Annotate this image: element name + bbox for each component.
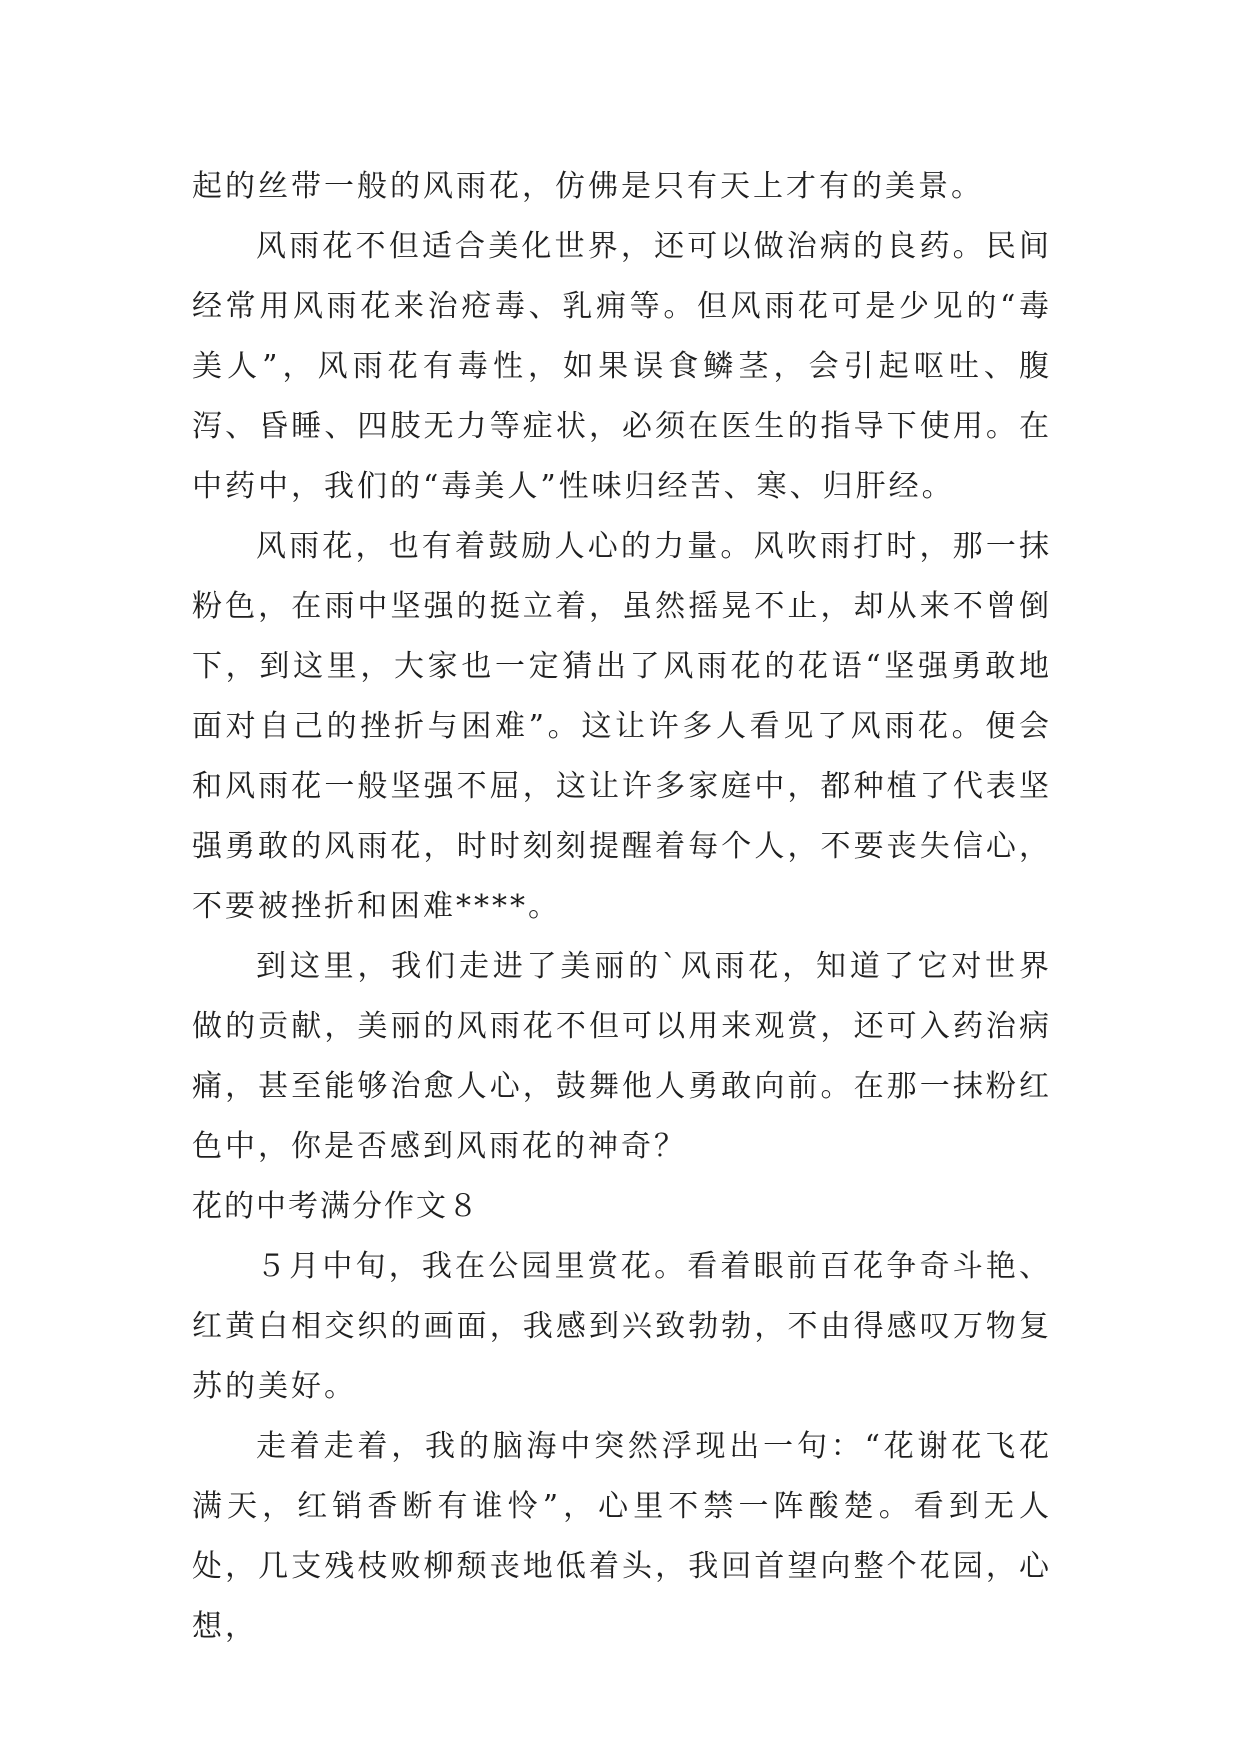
- document-body: [192, 157, 1052, 1657]
- paragraph-walking: 走着走着，我的脑海中突然浮现出一句：“花谢花飞花满天，红销香断有谁怜”，心里不禁一阵酸楚。看到无人处，几支残枝败柳颓丧地低着头，我回首望向整个花园，心想，: [192, 1429, 1052, 1644]
- paragraph-conclusion: 到这里，我们走进了美丽的`风雨花，知道了它对世界做的贡献，美丽的风雨花不但可以用来观赏，还可入药治病痛，甚至能够治愈人心，鼓舞他人勇敢向前。在那一抹粉红色中，你是否感到风雨花的神奇？: [192, 949, 1052, 1164]
- paragraph-medicinal: 风雨花不但适合美化世界，还可以做治病的良药。民间经常用风雨花来治疮毒、乳痈等。但风雨花可是少见的“毒美人”，风雨花有毒性，如果误食鳞茎，会引起呕吐、腹泻、昏睡、四肢无力等症状，必须在医生的指导下使用。在中药中，我们的“毒美人”性味归经苦、寒、归肝经。: [192, 229, 1052, 504]
- paragraph-park-visit: ５月中旬，我在公园里赏花。看着眼前百花争奇斗艳、红黄白相交织的画面，我感到兴致勃勃，不由得感叹万物复苏的美好。: [192, 1249, 1052, 1404]
- paragraph-encouragement: 风雨花，也有着鼓励人心的力量。风吹雨打时，那一抹粉色，在雨中坚强的挺立着，虽然摇晃不止，却从来不曾倒下，到这里，大家也一定猜出了风雨花的花语“坚强勇敢地面对自己的挫折与困难”。这让许多人看见了风雨花。便会和风雨花一般坚强不屈，这让许多家庭中，都种植了代表坚强勇敢的风雨花，时时刻刻提醒着每个人，不要丧失信心，不要被挫折和困难****。: [192, 529, 1052, 924]
- paragraph-continuation: 起的丝带一般的风雨花，仿佛是只有天上才有的美景。: [192, 169, 984, 204]
- section-heading: 花的中考满分作文８: [192, 1189, 480, 1224]
